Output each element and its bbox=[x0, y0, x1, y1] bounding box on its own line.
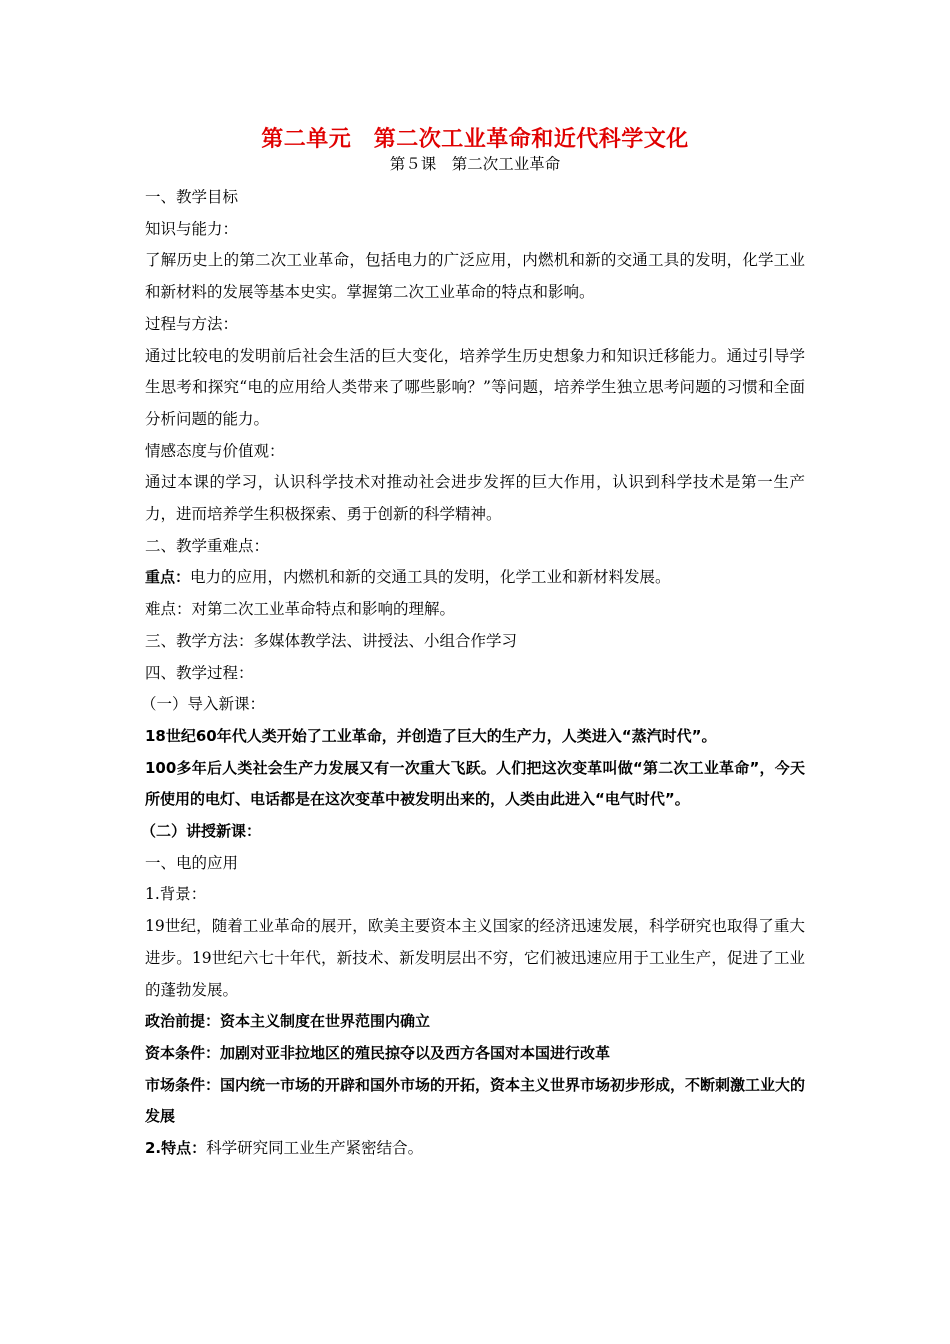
subheading: 过程与方法： bbox=[145, 314, 239, 333]
lesson-subtitle: 第５课 第二次工业革命 bbox=[389, 155, 561, 173]
section-heading: 一、教学目标 bbox=[145, 188, 239, 206]
section-heading: 二、教学重难点： bbox=[145, 536, 270, 555]
subheading: （一）导入新课： bbox=[141, 695, 266, 714]
paragraph: 了解历史上的第二次工业革命，包括电力的广泛应用，内燃机和新的交通工具的发明，化学工业和新材料的发展等基本史实。掌握第二次工业革命的特点和影响。 bbox=[145, 251, 805, 302]
bold-paragraph: 资本条件：加剧对亚非拉地区的殖民掠夺以及西方各国对本国进行改革 bbox=[145, 1043, 611, 1062]
document-body bbox=[141, 182, 806, 1165]
paragraph: 通过本课的学习，认识科学技术对推动社会进步发挥的巨大作用，认识到科学技术是第一生产力，进而培养学生积极探索、勇于创新的科学精神。 bbox=[145, 473, 805, 524]
bold-paragraph: 市场条件：国内统一市场的开辟和国外市场的开拓，资本主义世界市场初步形成，不断刺激工业大的发展 bbox=[145, 1075, 806, 1126]
unit-title: 第二单元 第二次工业革命和近代科学文化 bbox=[261, 127, 689, 152]
key-points bbox=[145, 562, 805, 594]
bold-paragraph: 18世纪60年代人类开始了工业革命，并创造了巨大的生产力，人类进入“蒸汽时代”。 bbox=[145, 726, 717, 745]
section-heading: 一、电的应用 bbox=[145, 853, 239, 872]
section-heading: 四、教学过程： bbox=[145, 663, 254, 682]
subheading: 1.背景： bbox=[145, 885, 207, 904]
subheading: 知识与能力： bbox=[145, 219, 239, 238]
features-text: 科学研究同工业生产紧密结合。 bbox=[206, 1139, 424, 1158]
difficult-points: 难点：对第二次工业革命特点和影响的理解。 bbox=[145, 600, 456, 619]
key-points-label: 重点： bbox=[145, 568, 191, 587]
paragraph: 19世纪，随着工业革命的展开，欧美主要资本主义国家的经济迅速发展，科学研究也取得了重大进步。19世纪六七十年代，新技术、新发明层出不穷，它们被迅速应用于工业生产，促进了工业的蓬勃发展。 bbox=[145, 917, 805, 999]
features-label: 2.特点： bbox=[145, 1139, 207, 1158]
subheading: （二）讲授新课： bbox=[141, 822, 262, 841]
bold-paragraph: 政治前提：资本主义制度在世界范围内确立 bbox=[145, 1012, 431, 1031]
bold-paragraph: 100多年后人类社会生产力发展又有一次重大飞跃。人们把这次变革叫做“第二次工业革命”，今天所使用的电灯、电话都是在这次变革中被发明出来的，人类由此进入“电气时代”。 bbox=[145, 758, 805, 809]
key-points-text: 电力的应用，内燃机和新的交通工具的发明，化学工业和新材料发展。 bbox=[190, 568, 671, 587]
features bbox=[145, 1133, 805, 1165]
subheading: 情感态度与价值观： bbox=[145, 441, 285, 460]
section-heading: 三、教学方法：多媒体教学法、讲授法、小组合作学习 bbox=[145, 631, 518, 650]
paragraph: 通过比较电的发明前后社会生活的巨大变化，培养学生历史想象力和知识迁移能力。通过引导学生思考和探究“电的应用给人类带来了哪些影响？”等问题，培养学生独立思考问题的习惯和全面分析问题的能力。 bbox=[145, 346, 805, 428]
